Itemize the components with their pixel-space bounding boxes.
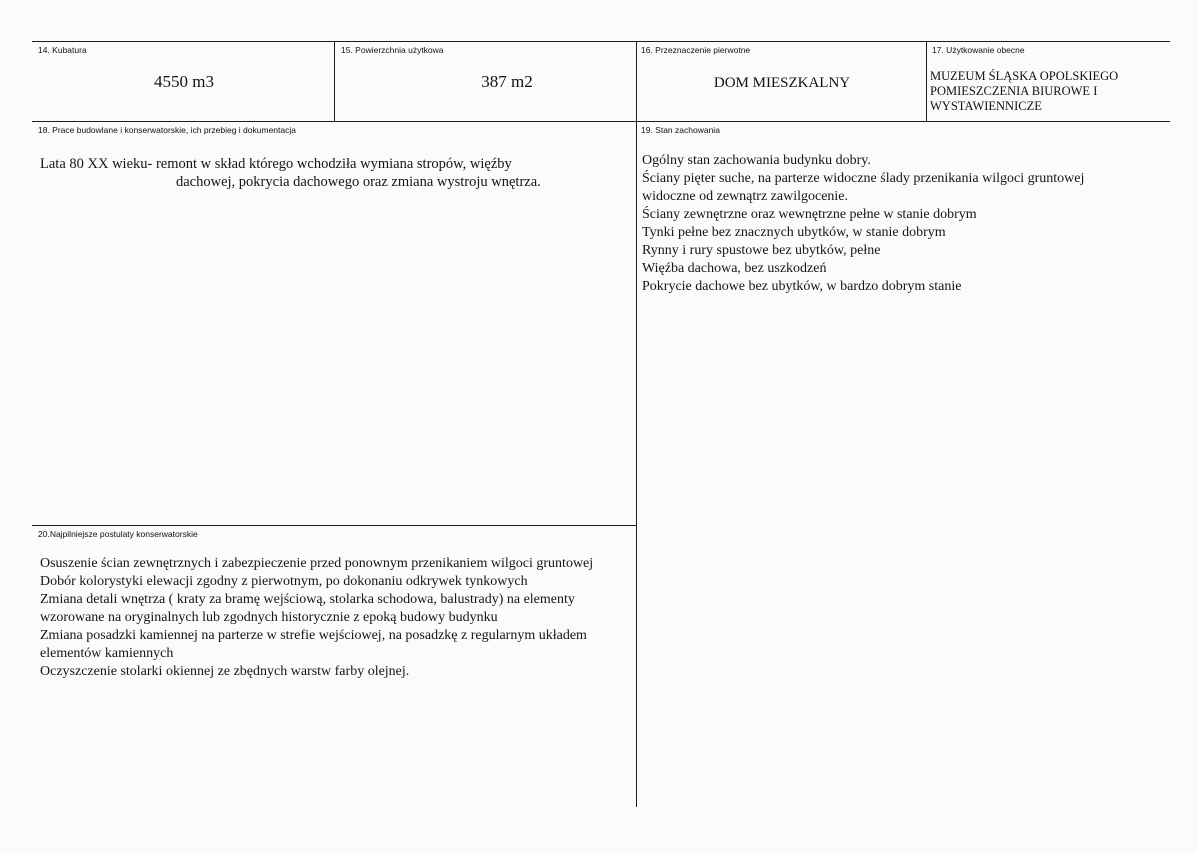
- field-19-label: 19. Stan zachowania: [641, 125, 720, 135]
- field-19-text: [642, 152, 1144, 296]
- field-20-text: [40, 555, 632, 681]
- field-14-value: 4550 m3: [154, 72, 214, 91]
- field18-bottom-border: [32, 525, 636, 526]
- field-20-line: Dobór kolorystyki elewacji zgodny z pierwotnym, po dokonaniu odkrywek tynkowych: [40, 574, 528, 589]
- field-20-line: Zmiana posadzki kamiennej na parterze w strefie wejściowej, na posadzkę z regularnym układem elementów kamiennych: [40, 628, 587, 661]
- field-19-line: Ściany zewnętrzne oraz wewnętrzne pełne w stanie dobrym: [642, 207, 977, 222]
- field-15-label: 15. Powierzchnia użytkowa: [341, 45, 444, 55]
- field-17-value: [930, 69, 1144, 114]
- field-20-line: Osuszenie ścian zewnętrznych i zabezpieczenie przed ponownym przenikaniem wilgoci gruntowej: [40, 556, 594, 571]
- field-19-line: Pokrycie dachowe bez ubytków, w bardzo dobrym stanie: [642, 279, 962, 294]
- col-divider-1: [334, 41, 335, 121]
- field-16-label: 16. Przeznaczenie pierwotne: [641, 45, 751, 55]
- field-16-value: DOM MIESZKALNY: [713, 75, 851, 91]
- field-19-line: Ogólny stan zachowania budynku dobry.: [642, 153, 871, 168]
- field-19-line: widoczne od zewnątrz zawilgocenie.: [642, 189, 849, 204]
- field-17-line: MUZEUM ŚLĄSKA OPOLSKIEGO: [930, 69, 1119, 83]
- field-18-line: Lata 80 XX wieku- remont w skład którego wchodziła wymiana stropów, więźby: [40, 156, 512, 172]
- field-18-text: [40, 155, 610, 191]
- field-20-line: Zmiana detali wnętrza ( kraty za bramę wejściową, stolarka schodowa, balustrady) na elementy wzorowane na oryginalnych lub zgodnych historycznie z epoką budowy budynku: [40, 592, 575, 625]
- field-20-line: Oczyszczenie stolarki okiennej ze zbędnych warstw farby olejnej.: [40, 664, 410, 679]
- field-14-label: 14. Kubatura: [38, 45, 87, 55]
- field-19-line: Tynki pełne bez znacznych ubytków, w stanie dobrym: [642, 225, 946, 240]
- field-19-line: Ściany pięter suche, na parterze widoczne ślady przenikania wilgoci gruntowej: [642, 171, 1085, 186]
- col-divider-2: [636, 41, 637, 807]
- field-18-label: 18. Prace budowlane i konserwatorskie, ich przebieg i dokumentacja: [38, 125, 296, 135]
- row1-bottom-border: [32, 121, 1170, 122]
- col-divider-3: [926, 41, 927, 121]
- field-18-line: dachowej, pokrycia dachowego oraz zmiana wystroju wnętrza.: [176, 174, 541, 190]
- field-19-line: Więźba dachowa, bez uszkodzeń: [642, 261, 827, 276]
- field-17-line: POMIESZCZENIA BIUROWE I: [930, 84, 1098, 98]
- field-15-value: 387 m2: [481, 72, 533, 91]
- field-20-label: 20.Najpilniejsze postulaty konserwatorskie: [38, 529, 198, 539]
- field-19-line: Rynny i rury spustowe bez ubytków, pełne: [642, 243, 881, 258]
- field-17-label: 17. Użytkowanie obecne: [932, 45, 1025, 55]
- field-17-line: WYSTAWIENNICZE: [930, 99, 1042, 113]
- top-border: [32, 41, 1170, 42]
